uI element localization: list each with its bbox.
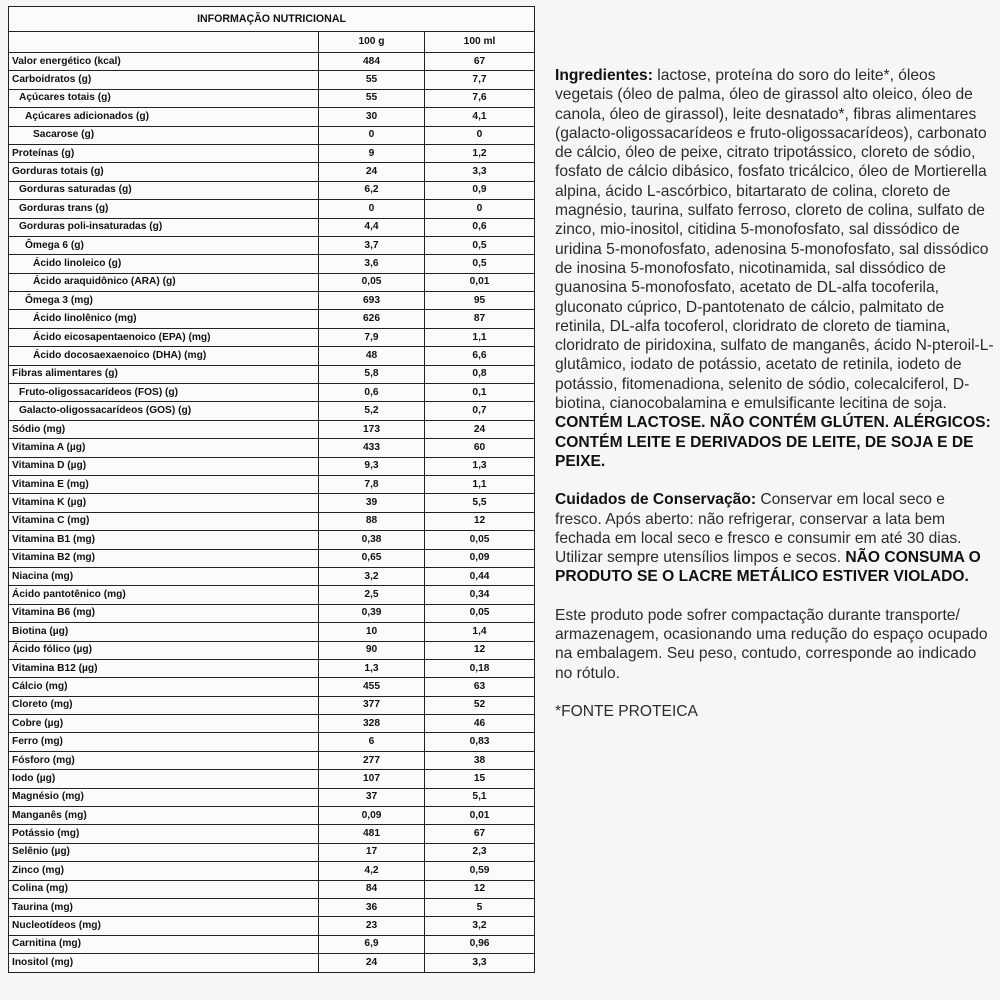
value-100g: 24 (319, 163, 425, 181)
nutrient-label: Ferro (mg) (9, 733, 319, 751)
header-100ml: 100 ml (425, 32, 535, 53)
value-100g: 693 (319, 292, 425, 310)
value-100ml: 5,5 (425, 494, 535, 512)
nutrient-label: Proteínas (g) (9, 144, 319, 162)
value-100ml: 7,7 (425, 71, 535, 89)
value-100g: 55 (319, 89, 425, 107)
table-row (9, 512, 535, 530)
value-100ml: 63 (425, 678, 535, 696)
value-100g: 6,9 (319, 935, 425, 953)
value-100ml: 0,59 (425, 862, 535, 880)
table-row (9, 163, 535, 181)
table-row (9, 71, 535, 89)
value-100g: 0 (319, 200, 425, 218)
nutrient-label: Galacto-oligossacarídeos (GOS) (g) (9, 402, 319, 420)
table-row (9, 439, 535, 457)
value-100ml: 0,83 (425, 733, 535, 751)
value-100g: 107 (319, 770, 425, 788)
table-row (9, 53, 535, 71)
value-100ml: 67 (425, 53, 535, 71)
value-100g: 0,6 (319, 384, 425, 402)
value-100ml: 0 (425, 126, 535, 144)
header-blank-cell (9, 32, 319, 53)
value-100g: 4,2 (319, 862, 425, 880)
protein-source-footnote: *FONTE PROTEICA (555, 702, 698, 720)
table-row (9, 108, 535, 126)
nutrient-label: Vitamina D (µg) (9, 457, 319, 475)
table-row (9, 715, 535, 733)
value-100g: 433 (319, 439, 425, 457)
value-100g: 173 (319, 420, 425, 438)
value-100g: 0,65 (319, 549, 425, 567)
value-100g: 2,5 (319, 586, 425, 604)
nutrient-label: Fósforo (mg) (9, 751, 319, 769)
ingredients-text: lactose, proteína do soro do leite*, óleos vegetais (óleo de palma, óleo de girassol alto oleico, óleo de canola, óleo de girassol), leite desnatado*, fibras alimentares (galacto-oligossacarídeos e fruto-oligossacarídeos), carbonato de cálcio, óleo de peixe, citrato tripotássico, cloreto de sódio, fosfato de cálcio dibásico, fosfato tricálcico, óleo de Mortierella alpina, ácido L-ascórbico, bitartarato de colina, cloreto de magnésio, taurina, sulfato ferroso, cloreto de colina, sulfato de zinco, mio-inositol, citidina 5-monofosfato, sal dissódico de uridina 5-monofosfato, adenosina 5-monofosfato, sal dissódico de inosina 5-monofosfato, nicotinamida, sal dissódico de guanosina 5-monofosfato, acetato de DL-alfa tocoferila, gluconato cúprico, D-pantotenato de cálcio, palmitato de retinila, DL-alfa tocoferol, cloridrato de cloreto de tiamina, cloridrato de piridoxina, sulfato de manganês, ácido N-pteroil-L-glutâmico, iodato de potássio, acetato de retinila, iodeto de potássio, fitomenadiona, selenito de sódio, colecalciferol, D-biotina, cianocobalamina e emulsificante lecitina de soja. (555, 67, 994, 413)
nutrient-label: Magnésio (mg) (9, 788, 319, 806)
nutrient-label: Sódio (mg) (9, 420, 319, 438)
value-100ml: 60 (425, 439, 535, 457)
nutrient-label: Carboidratos (g) (9, 71, 319, 89)
value-100ml: 0,96 (425, 935, 535, 953)
value-100g: 23 (319, 917, 425, 935)
table-row (9, 273, 535, 291)
table-row (9, 144, 535, 162)
value-100ml: 0,5 (425, 236, 535, 254)
value-100g: 37 (319, 788, 425, 806)
value-100g: 84 (319, 880, 425, 898)
nutrient-label: Biotina (µg) (9, 623, 319, 641)
value-100ml: 0,18 (425, 659, 535, 677)
value-100g: 7,9 (319, 328, 425, 346)
value-100g: 24 (319, 954, 425, 972)
value-100ml: 4,1 (425, 108, 535, 126)
nutrient-label: Valor energético (kcal) (9, 53, 319, 71)
value-100ml: 5 (425, 898, 535, 916)
value-100ml: 15 (425, 770, 535, 788)
value-100ml: 87 (425, 310, 535, 328)
value-100g: 90 (319, 641, 425, 659)
value-100ml: 0,7 (425, 402, 535, 420)
nutrient-label: Ômega 6 (g) (9, 236, 319, 254)
table-row (9, 678, 535, 696)
value-100ml: 6,6 (425, 347, 535, 365)
nutrient-label: Iodo (µg) (9, 770, 319, 788)
nutrient-label: Ácido fólico (µg) (9, 641, 319, 659)
value-100g: 3,6 (319, 255, 425, 273)
table-row (9, 384, 535, 402)
table-row (9, 126, 535, 144)
table-row (9, 954, 535, 972)
value-100g: 6,2 (319, 181, 425, 199)
value-100g: 377 (319, 696, 425, 714)
table-row (9, 751, 535, 769)
table-row (9, 567, 535, 585)
value-100ml: 5,1 (425, 788, 535, 806)
table-row (9, 365, 535, 383)
value-100ml: 95 (425, 292, 535, 310)
nutrient-label: Vitamina B2 (mg) (9, 549, 319, 567)
storage-heading: Cuidados de Conservação: (555, 491, 757, 509)
value-100g: 0 (319, 126, 425, 144)
ingredients-heading: Ingredientes: (555, 67, 653, 84)
value-100g: 17 (319, 843, 425, 861)
nutrient-label: Selênio (µg) (9, 843, 319, 861)
value-100ml: 1,2 (425, 144, 535, 162)
nutrient-label: Inositol (mg) (9, 954, 319, 972)
value-100g: 328 (319, 715, 425, 733)
nutrient-label: Vitamina K (µg) (9, 494, 319, 512)
table-row (9, 935, 535, 953)
nutrient-label: Açúcares adicionados (g) (9, 108, 319, 126)
table-row (9, 328, 535, 346)
value-100g: 3,7 (319, 236, 425, 254)
value-100g: 484 (319, 53, 425, 71)
value-100ml: 0,5 (425, 255, 535, 273)
value-100ml: 2,3 (425, 843, 535, 861)
nutrient-label: Ácido linolênico (mg) (9, 310, 319, 328)
value-100ml: 12 (425, 641, 535, 659)
storage-paragraph (555, 490, 995, 586)
table-row (9, 770, 535, 788)
value-100g: 10 (319, 623, 425, 641)
table-row (9, 200, 535, 218)
table-row (9, 586, 535, 604)
value-100g: 48 (319, 347, 425, 365)
value-100ml: 0,05 (425, 531, 535, 549)
nutrient-label: Potássio (mg) (9, 825, 319, 843)
value-100g: 0,09 (319, 807, 425, 825)
nutrient-label: Ômega 3 (mg) (9, 292, 319, 310)
value-100ml: 46 (425, 715, 535, 733)
table-row (9, 641, 535, 659)
value-100g: 30 (319, 108, 425, 126)
nutrient-label: Vitamina B12 (µg) (9, 659, 319, 677)
nutrient-label: Gorduras saturadas (g) (9, 181, 319, 199)
nutrient-label: Niacina (mg) (9, 567, 319, 585)
value-100ml: 1,4 (425, 623, 535, 641)
nutrient-label: Vitamina B1 (mg) (9, 531, 319, 549)
value-100ml: 3,3 (425, 163, 535, 181)
compaction-note: Este produto pode sofrer compactação durante transporte/ armazenagem, ocasionando uma redução do espaço ocupado na embalagem. Seu peso, contudo, corresponde ao indicado no rótulo. (555, 606, 988, 682)
table-row (9, 623, 535, 641)
value-100ml: 7,6 (425, 89, 535, 107)
table-row (9, 696, 535, 714)
nutrient-label: Ácido linoleico (g) (9, 255, 319, 273)
table-row (9, 898, 535, 916)
table-row (9, 292, 535, 310)
value-100g: 36 (319, 898, 425, 916)
value-100g: 9,3 (319, 457, 425, 475)
value-100ml: 0,8 (425, 365, 535, 383)
value-100ml: 1,3 (425, 457, 535, 475)
nutrient-label: Zinco (mg) (9, 862, 319, 880)
table-row (9, 255, 535, 273)
nutrient-label: Fruto-oligossacarídeos (FOS) (g) (9, 384, 319, 402)
value-100g: 3,2 (319, 567, 425, 585)
storage-text: Conservar em local seco e fresco. Após aberto: não refrigerar, conservar a lata bem fechada em local seco e fresco e consumir em até 30 dias. Utilizar sempre utensílios limpos e secos. (555, 491, 962, 567)
nutrient-label: Vitamina E (mg) (9, 475, 319, 493)
value-100g: 5,8 (319, 365, 425, 383)
nutrient-label: Fibras alimentares (g) (9, 365, 319, 383)
value-100g: 1,3 (319, 659, 425, 677)
nutrient-label: Açúcares totais (g) (9, 89, 319, 107)
table-row (9, 880, 535, 898)
value-100ml: 0,05 (425, 604, 535, 622)
nutrient-label: Gorduras trans (g) (9, 200, 319, 218)
value-100g: 7,8 (319, 475, 425, 493)
value-100ml: 3,3 (425, 954, 535, 972)
nutrient-label: Manganês (mg) (9, 807, 319, 825)
value-100ml: 0,01 (425, 807, 535, 825)
table-row (9, 807, 535, 825)
table-row (9, 549, 535, 567)
value-100ml: 0,09 (425, 549, 535, 567)
value-100ml: 52 (425, 696, 535, 714)
table-row (9, 402, 535, 420)
table-row (9, 843, 535, 861)
nutrient-label: Vitamina A (µg) (9, 439, 319, 457)
value-100ml: 12 (425, 512, 535, 530)
table-row (9, 862, 535, 880)
allergen-warning: CONTÉM LACTOSE. NÃO CONTÉM GLÚTEN. ALÉRGICOS: CONTÉM LEITE E DERIVADOS DE LEITE, DE SOJA E DE PEIXE. (555, 414, 991, 470)
value-100g: 0,05 (319, 273, 425, 291)
table-row (9, 89, 535, 107)
value-100g: 4,4 (319, 218, 425, 236)
nutrient-label: Cloreto (mg) (9, 696, 319, 714)
value-100ml: 0,6 (425, 218, 535, 236)
nutrient-label: Taurina (mg) (9, 898, 319, 916)
nutrient-label: Ácido eicosapentaenoico (EPA) (mg) (9, 328, 319, 346)
ingredients-paragraph (555, 66, 995, 471)
value-100ml: 67 (425, 825, 535, 843)
nutrient-label: Vitamina B6 (mg) (9, 604, 319, 622)
table-row (9, 733, 535, 751)
value-100g: 626 (319, 310, 425, 328)
nutrient-label: Nucleotídeos (mg) (9, 917, 319, 935)
table-row (9, 457, 535, 475)
value-100ml: 0,1 (425, 384, 535, 402)
table-row (9, 218, 535, 236)
header-100g: 100 g (319, 32, 425, 53)
nutrient-label: Ácido docosaexaenoico (DHA) (mg) (9, 347, 319, 365)
nutrient-label: Cálcio (mg) (9, 678, 319, 696)
value-100g: 6 (319, 733, 425, 751)
value-100g: 481 (319, 825, 425, 843)
nutrient-label: Gorduras poli-insaturadas (g) (9, 218, 319, 236)
table-row (9, 494, 535, 512)
table-row (9, 825, 535, 843)
seal-warning: NÃO CONSUMA O PRODUTO SE O LACRE METÁLICO ESTIVER VIOLADO. (555, 549, 981, 586)
table-row (9, 659, 535, 677)
value-100ml: 0,01 (425, 273, 535, 291)
value-100ml: 0,9 (425, 181, 535, 199)
value-100ml: 0 (425, 200, 535, 218)
table-row (9, 420, 535, 438)
nutrient-label: Sacarose (g) (9, 126, 319, 144)
nutrient-label: Colina (mg) (9, 880, 319, 898)
value-100g: 5,2 (319, 402, 425, 420)
value-100ml: 3,2 (425, 917, 535, 935)
value-100g: 9 (319, 144, 425, 162)
value-100g: 88 (319, 512, 425, 530)
value-100ml: 0,44 (425, 567, 535, 585)
nutrient-label: Gorduras totais (g) (9, 163, 319, 181)
value-100g: 0,39 (319, 604, 425, 622)
nutrition-table-title: INFORMAÇÃO NUTRICIONAL (9, 7, 535, 32)
table-row (9, 236, 535, 254)
value-100g: 55 (319, 71, 425, 89)
table-row (9, 310, 535, 328)
table-row (9, 788, 535, 806)
product-text-column (555, 66, 995, 740)
value-100g: 455 (319, 678, 425, 696)
value-100ml: 0,34 (425, 586, 535, 604)
value-100g: 277 (319, 751, 425, 769)
nutrient-label: Vitamina C (mg) (9, 512, 319, 530)
table-row (9, 475, 535, 493)
nutrient-label: Ácido pantotênico (mg) (9, 586, 319, 604)
nutrient-label: Cobre (µg) (9, 715, 319, 733)
value-100ml: 24 (425, 420, 535, 438)
value-100g: 0,38 (319, 531, 425, 549)
table-row (9, 531, 535, 549)
value-100g: 39 (319, 494, 425, 512)
value-100ml: 38 (425, 751, 535, 769)
nutrient-label: Carnitina (mg) (9, 935, 319, 953)
table-row (9, 917, 535, 935)
nutrition-facts-table (8, 6, 535, 973)
value-100ml: 1,1 (425, 328, 535, 346)
nutrient-label: Ácido araquidônico (ARA) (g) (9, 273, 319, 291)
table-row (9, 604, 535, 622)
value-100ml: 1,1 (425, 475, 535, 493)
table-row (9, 181, 535, 199)
table-row (9, 347, 535, 365)
value-100ml: 12 (425, 880, 535, 898)
